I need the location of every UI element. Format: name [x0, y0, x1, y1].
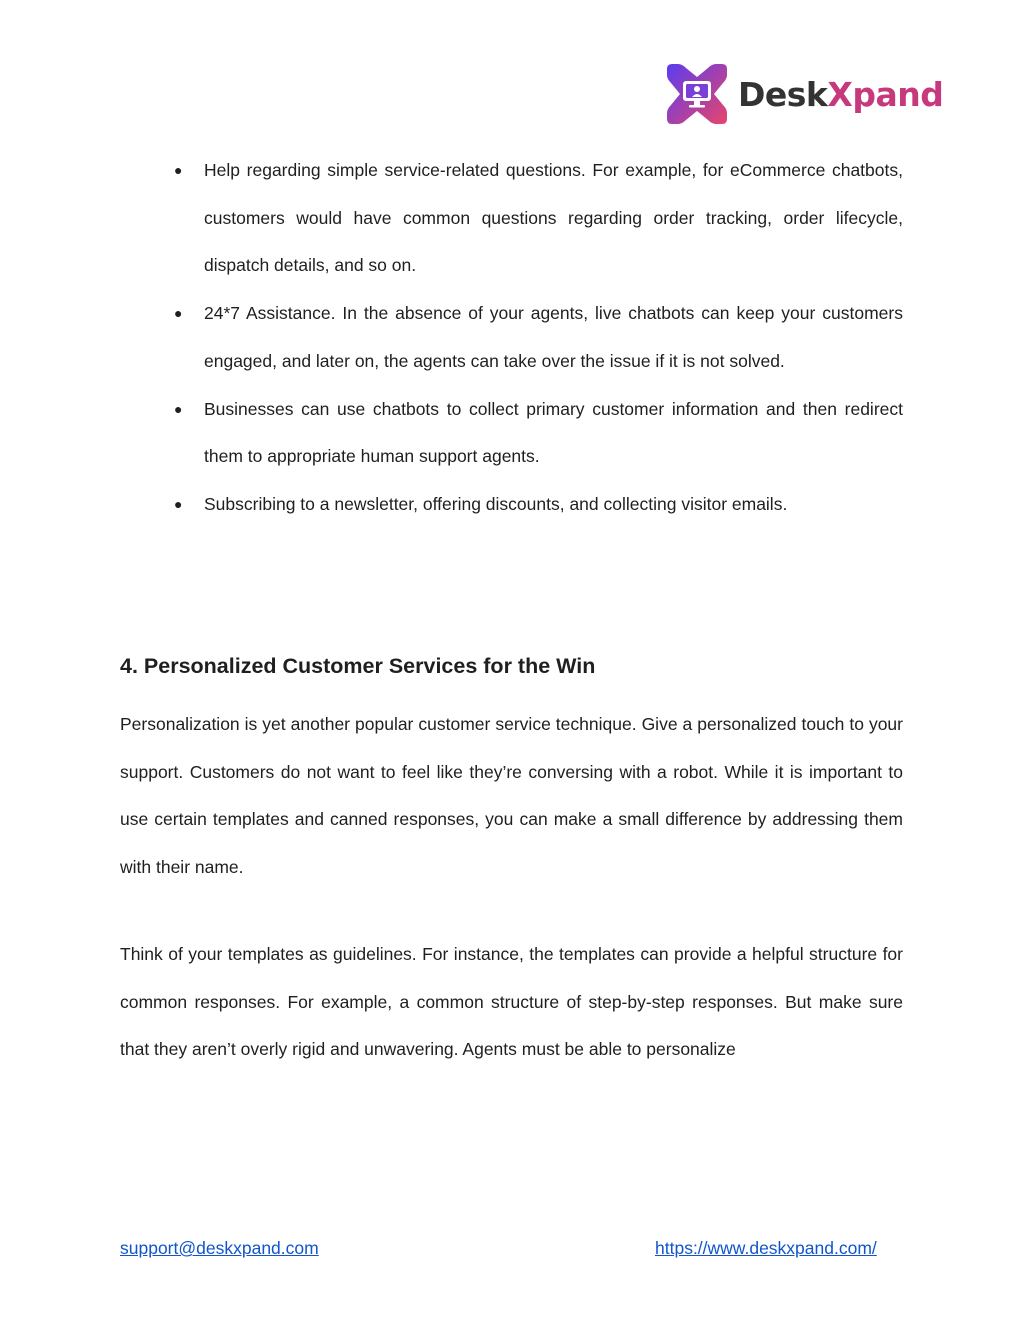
website-link[interactable]: https://www.deskxpand.com/ — [655, 1238, 877, 1258]
section-paragraph-2: Think of your templates as guidelines. For instance, the templates can provide a helpful structure for common responses. For example, a common structure of step-by-step responses. But make sure that they aren’t overly rigid and unwavering. Agents must be able to personalize — [120, 944, 903, 1060]
bullet-icon: ● — [174, 495, 183, 512]
chatbot-benefits-list — [120, 147, 903, 529]
section-heading: 4. Personalized Customer Services for the Win — [120, 654, 596, 678]
bullet-icon: ● — [174, 162, 183, 178]
list-item — [120, 386, 903, 481]
list-item-text: Subscribing to a newsletter, offering discounts, and collecting visitor emails. — [204, 493, 788, 514]
list-item-text: Businesses can use chatbots to collect primary customer information and then redirect them to appropriate human support agents. — [204, 398, 903, 467]
list-item — [120, 147, 903, 290]
list-item — [120, 481, 903, 529]
list-item-text: Help regarding simple service-related questions. For example, for eCommerce chatbots, customers would have common questions regarding order tracking, order lifecycle, dispatch details, and so on. — [204, 160, 903, 276]
deskxpand-monitor-cross-icon — [664, 61, 730, 127]
brand-name — [738, 74, 944, 114]
brand-name-part1: Desk — [738, 74, 828, 114]
list-item — [120, 290, 903, 385]
deskxpand-logo — [664, 60, 943, 128]
list-item-text: 24*7 Assistance. In the absence of your agents, live chatbots can keep your customers engaged, and later on, the agents can take over the issue if it is not solved. — [204, 303, 903, 371]
bullet-icon: ● — [174, 305, 183, 322]
support-email-link[interactable]: support@deskxpand.com — [120, 1238, 319, 1258]
brand-name-part2: Xpand — [827, 74, 944, 114]
section-paragraph-1: Personalization is yet another popular customer service technique. Give a personalized touch to your support. Customers do not want to feel like they’re conversing with a robot. While it is important to use certain templates and canned responses, you can make a small difference by addressing them with their name. — [120, 714, 903, 878]
bullet-icon: ● — [174, 400, 183, 417]
